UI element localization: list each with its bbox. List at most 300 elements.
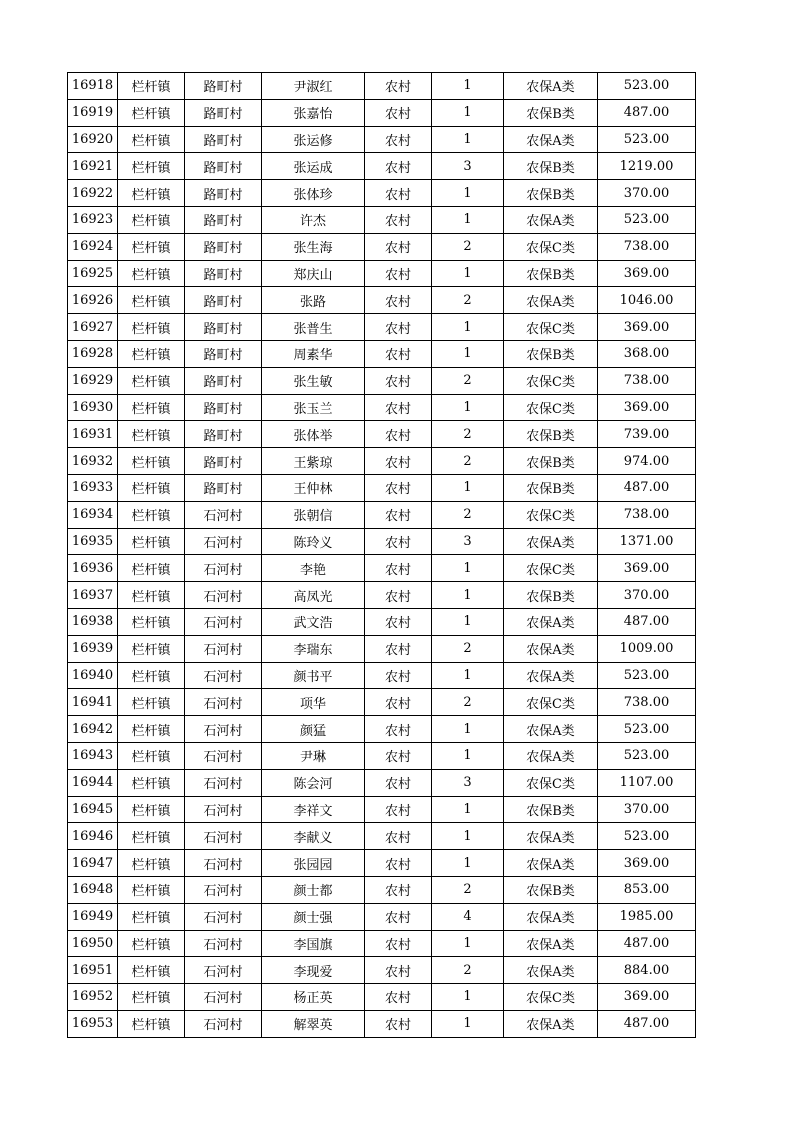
village-cell: 路町村	[185, 233, 262, 260]
town-cell: 栏杆镇	[118, 314, 185, 341]
village-cell: 石河村	[185, 555, 262, 582]
record-id-cell: 16926	[68, 287, 118, 314]
name-cell: 王仲林	[262, 474, 365, 501]
household-count-cell: 1	[432, 73, 504, 100]
household-count-cell: 2	[432, 421, 504, 448]
insurance-category-cell: 农保C类	[504, 367, 598, 394]
page-sheet	[67, 72, 696, 1038]
record-id-cell: 16948	[68, 876, 118, 903]
table-row	[68, 796, 696, 823]
household-count-cell: 1	[432, 555, 504, 582]
town-cell: 栏杆镇	[118, 850, 185, 877]
village-cell: 路町村	[185, 99, 262, 126]
town-cell: 栏杆镇	[118, 501, 185, 528]
record-id-cell: 16942	[68, 716, 118, 743]
name-cell: 解翠英	[262, 1010, 365, 1037]
area-type-cell: 农村	[365, 903, 432, 930]
town-cell: 栏杆镇	[118, 340, 185, 367]
amount-cell: 739.00	[598, 421, 696, 448]
area-type-cell: 农村	[365, 153, 432, 180]
table-row	[68, 367, 696, 394]
insurance-category-cell: 农保A类	[504, 635, 598, 662]
household-count-cell: 1	[432, 206, 504, 233]
insurance-category-cell: 农保B类	[504, 180, 598, 207]
record-id-cell: 16922	[68, 180, 118, 207]
town-cell: 栏杆镇	[118, 99, 185, 126]
household-count-cell: 1	[432, 984, 504, 1011]
table-row	[68, 930, 696, 957]
record-id-cell: 16938	[68, 608, 118, 635]
record-id-cell: 16941	[68, 689, 118, 716]
record-id-cell: 16930	[68, 394, 118, 421]
record-id-cell: 16947	[68, 850, 118, 877]
table-row	[68, 1010, 696, 1037]
insurance-category-cell: 农保C类	[504, 555, 598, 582]
town-cell: 栏杆镇	[118, 233, 185, 260]
household-count-cell: 1	[432, 340, 504, 367]
amount-cell: 369.00	[598, 984, 696, 1011]
amount-cell: 370.00	[598, 796, 696, 823]
record-id-cell: 16928	[68, 340, 118, 367]
insurance-category-cell: 农保C类	[504, 501, 598, 528]
amount-cell: 487.00	[598, 608, 696, 635]
name-cell: 尹淑红	[262, 73, 365, 100]
area-type-cell: 农村	[365, 930, 432, 957]
insurance-category-cell: 农保A类	[504, 742, 598, 769]
record-id-cell: 16924	[68, 233, 118, 260]
table-row	[68, 448, 696, 475]
table-row	[68, 903, 696, 930]
village-cell: 路町村	[185, 394, 262, 421]
amount-cell: 853.00	[598, 876, 696, 903]
amount-cell: 370.00	[598, 582, 696, 609]
table-row	[68, 850, 696, 877]
table-row	[68, 769, 696, 796]
household-count-cell: 1	[432, 474, 504, 501]
amount-cell: 487.00	[598, 930, 696, 957]
table-row	[68, 126, 696, 153]
amount-cell: 1009.00	[598, 635, 696, 662]
area-type-cell: 农村	[365, 582, 432, 609]
household-count-cell: 2	[432, 635, 504, 662]
record-id-cell: 16950	[68, 930, 118, 957]
amount-cell: 369.00	[598, 555, 696, 582]
name-cell: 陈会河	[262, 769, 365, 796]
name-cell: 陈玲义	[262, 528, 365, 555]
village-cell: 石河村	[185, 930, 262, 957]
village-cell: 石河村	[185, 501, 262, 528]
record-id-cell: 16939	[68, 635, 118, 662]
household-count-cell: 1	[432, 314, 504, 341]
record-id-cell: 16952	[68, 984, 118, 1011]
insurance-category-cell: 农保B类	[504, 448, 598, 475]
village-cell: 石河村	[185, 716, 262, 743]
table-row	[68, 662, 696, 689]
area-type-cell: 农村	[365, 448, 432, 475]
village-cell: 石河村	[185, 957, 262, 984]
insurance-category-cell: 农保C类	[504, 769, 598, 796]
household-count-cell: 1	[432, 1010, 504, 1037]
name-cell: 尹琳	[262, 742, 365, 769]
insurance-category-cell: 农保C类	[504, 314, 598, 341]
insurance-category-cell: 农保A类	[504, 957, 598, 984]
amount-cell: 523.00	[598, 206, 696, 233]
town-cell: 栏杆镇	[118, 474, 185, 501]
record-id-cell: 16946	[68, 823, 118, 850]
village-cell: 路町村	[185, 180, 262, 207]
data-table	[67, 72, 696, 1038]
village-cell: 石河村	[185, 528, 262, 555]
village-cell: 石河村	[185, 608, 262, 635]
record-id-cell: 16953	[68, 1010, 118, 1037]
household-count-cell: 1	[432, 662, 504, 689]
village-cell: 路町村	[185, 126, 262, 153]
name-cell: 高凤光	[262, 582, 365, 609]
area-type-cell: 农村	[365, 367, 432, 394]
table-row	[68, 421, 696, 448]
record-id-cell: 16936	[68, 555, 118, 582]
village-cell: 石河村	[185, 903, 262, 930]
town-cell: 栏杆镇	[118, 1010, 185, 1037]
area-type-cell: 农村	[365, 1010, 432, 1037]
table-body	[68, 73, 696, 1038]
area-type-cell: 农村	[365, 876, 432, 903]
area-type-cell: 农村	[365, 421, 432, 448]
household-count-cell: 2	[432, 501, 504, 528]
amount-cell: 368.00	[598, 340, 696, 367]
village-cell: 路町村	[185, 287, 262, 314]
town-cell: 栏杆镇	[118, 823, 185, 850]
village-cell: 路町村	[185, 448, 262, 475]
village-cell: 石河村	[185, 742, 262, 769]
amount-cell: 487.00	[598, 474, 696, 501]
area-type-cell: 农村	[365, 528, 432, 555]
amount-cell: 370.00	[598, 180, 696, 207]
area-type-cell: 农村	[365, 635, 432, 662]
household-count-cell: 2	[432, 876, 504, 903]
town-cell: 栏杆镇	[118, 635, 185, 662]
record-id-cell: 16920	[68, 126, 118, 153]
name-cell: 李艳	[262, 555, 365, 582]
town-cell: 栏杆镇	[118, 716, 185, 743]
area-type-cell: 农村	[365, 742, 432, 769]
insurance-category-cell: 农保B类	[504, 153, 598, 180]
record-id-cell: 16932	[68, 448, 118, 475]
name-cell: 张生海	[262, 233, 365, 260]
area-type-cell: 农村	[365, 180, 432, 207]
town-cell: 栏杆镇	[118, 555, 185, 582]
insurance-category-cell: 农保A类	[504, 206, 598, 233]
name-cell: 武文浩	[262, 608, 365, 635]
town-cell: 栏杆镇	[118, 528, 185, 555]
table-row	[68, 582, 696, 609]
amount-cell: 523.00	[598, 716, 696, 743]
name-cell: 颜士都	[262, 876, 365, 903]
household-count-cell: 1	[432, 796, 504, 823]
village-cell: 石河村	[185, 823, 262, 850]
name-cell: 张园园	[262, 850, 365, 877]
village-cell: 石河村	[185, 769, 262, 796]
town-cell: 栏杆镇	[118, 367, 185, 394]
amount-cell: 487.00	[598, 1010, 696, 1037]
household-count-cell: 1	[432, 716, 504, 743]
name-cell: 颜猛	[262, 716, 365, 743]
name-cell: 项华	[262, 689, 365, 716]
record-id-cell: 16923	[68, 206, 118, 233]
table-row	[68, 528, 696, 555]
record-id-cell: 16925	[68, 260, 118, 287]
insurance-category-cell: 农保A类	[504, 716, 598, 743]
insurance-category-cell: 农保A类	[504, 1010, 598, 1037]
area-type-cell: 农村	[365, 850, 432, 877]
table-row	[68, 73, 696, 100]
village-cell: 石河村	[185, 635, 262, 662]
town-cell: 栏杆镇	[118, 126, 185, 153]
town-cell: 栏杆镇	[118, 796, 185, 823]
area-type-cell: 农村	[365, 99, 432, 126]
record-id-cell: 16919	[68, 99, 118, 126]
table-row	[68, 394, 696, 421]
amount-cell: 1219.00	[598, 153, 696, 180]
table-row	[68, 314, 696, 341]
record-id-cell: 16949	[68, 903, 118, 930]
area-type-cell: 农村	[365, 73, 432, 100]
household-count-cell: 1	[432, 394, 504, 421]
record-id-cell: 16918	[68, 73, 118, 100]
amount-cell: 523.00	[598, 73, 696, 100]
village-cell: 路町村	[185, 206, 262, 233]
amount-cell: 738.00	[598, 689, 696, 716]
record-id-cell: 16935	[68, 528, 118, 555]
household-count-cell: 1	[432, 742, 504, 769]
town-cell: 栏杆镇	[118, 903, 185, 930]
town-cell: 栏杆镇	[118, 260, 185, 287]
name-cell: 颜书平	[262, 662, 365, 689]
town-cell: 栏杆镇	[118, 769, 185, 796]
insurance-category-cell: 农保A类	[504, 903, 598, 930]
area-type-cell: 农村	[365, 555, 432, 582]
name-cell: 李瑞东	[262, 635, 365, 662]
area-type-cell: 农村	[365, 716, 432, 743]
amount-cell: 369.00	[598, 850, 696, 877]
insurance-category-cell: 农保A类	[504, 528, 598, 555]
village-cell: 路町村	[185, 367, 262, 394]
town-cell: 栏杆镇	[118, 153, 185, 180]
insurance-category-cell: 农保C类	[504, 233, 598, 260]
area-type-cell: 农村	[365, 796, 432, 823]
record-id-cell: 16944	[68, 769, 118, 796]
record-id-cell: 16937	[68, 582, 118, 609]
village-cell: 石河村	[185, 984, 262, 1011]
area-type-cell: 农村	[365, 984, 432, 1011]
amount-cell: 974.00	[598, 448, 696, 475]
insurance-category-cell: 农保A类	[504, 73, 598, 100]
amount-cell: 523.00	[598, 823, 696, 850]
table-row	[68, 474, 696, 501]
area-type-cell: 农村	[365, 233, 432, 260]
household-count-cell: 1	[432, 582, 504, 609]
insurance-category-cell: 农保C类	[504, 984, 598, 1011]
table-row	[68, 608, 696, 635]
amount-cell: 1046.00	[598, 287, 696, 314]
record-id-cell: 16929	[68, 367, 118, 394]
record-id-cell: 16921	[68, 153, 118, 180]
household-count-cell: 3	[432, 528, 504, 555]
village-cell: 路町村	[185, 340, 262, 367]
village-cell: 石河村	[185, 876, 262, 903]
town-cell: 栏杆镇	[118, 421, 185, 448]
insurance-category-cell: 农保B类	[504, 796, 598, 823]
town-cell: 栏杆镇	[118, 73, 185, 100]
household-count-cell: 1	[432, 126, 504, 153]
insurance-category-cell: 农保B类	[504, 582, 598, 609]
household-count-cell: 1	[432, 930, 504, 957]
area-type-cell: 农村	[365, 287, 432, 314]
household-count-cell: 2	[432, 287, 504, 314]
household-count-cell: 1	[432, 260, 504, 287]
area-type-cell: 农村	[365, 126, 432, 153]
name-cell: 杨正英	[262, 984, 365, 1011]
insurance-category-cell: 农保C类	[504, 394, 598, 421]
amount-cell: 738.00	[598, 233, 696, 260]
village-cell: 路町村	[185, 314, 262, 341]
household-count-cell: 1	[432, 850, 504, 877]
insurance-category-cell: 农保A类	[504, 662, 598, 689]
village-cell: 路町村	[185, 260, 262, 287]
area-type-cell: 农村	[365, 608, 432, 635]
table-row	[68, 99, 696, 126]
table-row	[68, 555, 696, 582]
town-cell: 栏杆镇	[118, 608, 185, 635]
table-row	[68, 823, 696, 850]
name-cell: 李祥文	[262, 796, 365, 823]
area-type-cell: 农村	[365, 957, 432, 984]
table-row	[68, 206, 696, 233]
table-row	[68, 153, 696, 180]
area-type-cell: 农村	[365, 314, 432, 341]
table-row	[68, 984, 696, 1011]
insurance-category-cell: 农保A类	[504, 126, 598, 153]
insurance-category-cell: 农保A类	[504, 287, 598, 314]
insurance-category-cell: 农保B类	[504, 260, 598, 287]
area-type-cell: 农村	[365, 769, 432, 796]
town-cell: 栏杆镇	[118, 206, 185, 233]
household-count-cell: 2	[432, 233, 504, 260]
amount-cell: 369.00	[598, 260, 696, 287]
record-id-cell: 16945	[68, 796, 118, 823]
area-type-cell: 农村	[365, 823, 432, 850]
area-type-cell: 农村	[365, 474, 432, 501]
amount-cell: 523.00	[598, 742, 696, 769]
household-count-cell: 3	[432, 153, 504, 180]
insurance-category-cell: 农保B类	[504, 99, 598, 126]
town-cell: 栏杆镇	[118, 984, 185, 1011]
table-row	[68, 287, 696, 314]
table-row	[68, 689, 696, 716]
amount-cell: 523.00	[598, 126, 696, 153]
name-cell: 颜士强	[262, 903, 365, 930]
area-type-cell: 农村	[365, 340, 432, 367]
name-cell: 许杰	[262, 206, 365, 233]
amount-cell: 369.00	[598, 314, 696, 341]
village-cell: 石河村	[185, 1010, 262, 1037]
insurance-category-cell: 农保A类	[504, 930, 598, 957]
town-cell: 栏杆镇	[118, 287, 185, 314]
name-cell: 张体举	[262, 421, 365, 448]
name-cell: 张嘉怡	[262, 99, 365, 126]
record-id-cell: 16934	[68, 501, 118, 528]
amount-cell: 738.00	[598, 501, 696, 528]
town-cell: 栏杆镇	[118, 957, 185, 984]
name-cell: 张普生	[262, 314, 365, 341]
name-cell: 李献义	[262, 823, 365, 850]
household-count-cell: 1	[432, 608, 504, 635]
insurance-category-cell: 农保B类	[504, 421, 598, 448]
insurance-category-cell: 农保A类	[504, 850, 598, 877]
name-cell: 张运成	[262, 153, 365, 180]
town-cell: 栏杆镇	[118, 876, 185, 903]
insurance-category-cell: 农保B类	[504, 474, 598, 501]
village-cell: 路町村	[185, 474, 262, 501]
village-cell: 石河村	[185, 850, 262, 877]
village-cell: 石河村	[185, 662, 262, 689]
name-cell: 张玉兰	[262, 394, 365, 421]
amount-cell: 369.00	[598, 394, 696, 421]
name-cell: 李现爱	[262, 957, 365, 984]
town-cell: 栏杆镇	[118, 394, 185, 421]
village-cell: 石河村	[185, 582, 262, 609]
insurance-category-cell: 农保B类	[504, 340, 598, 367]
area-type-cell: 农村	[365, 260, 432, 287]
table-row	[68, 957, 696, 984]
household-count-cell: 2	[432, 689, 504, 716]
town-cell: 栏杆镇	[118, 180, 185, 207]
amount-cell: 1107.00	[598, 769, 696, 796]
area-type-cell: 农村	[365, 689, 432, 716]
town-cell: 栏杆镇	[118, 582, 185, 609]
household-count-cell: 1	[432, 99, 504, 126]
village-cell: 路町村	[185, 73, 262, 100]
household-count-cell: 2	[432, 367, 504, 394]
insurance-category-cell: 农保C类	[504, 689, 598, 716]
amount-cell: 738.00	[598, 367, 696, 394]
household-count-cell: 2	[432, 957, 504, 984]
record-id-cell: 16931	[68, 421, 118, 448]
town-cell: 栏杆镇	[118, 930, 185, 957]
table-row	[68, 716, 696, 743]
record-id-cell: 16951	[68, 957, 118, 984]
area-type-cell: 农村	[365, 501, 432, 528]
amount-cell: 523.00	[598, 662, 696, 689]
table-row	[68, 742, 696, 769]
village-cell: 石河村	[185, 796, 262, 823]
record-id-cell: 16927	[68, 314, 118, 341]
area-type-cell: 农村	[365, 394, 432, 421]
insurance-category-cell: 农保A类	[504, 608, 598, 635]
household-count-cell: 2	[432, 448, 504, 475]
village-cell: 路町村	[185, 421, 262, 448]
name-cell: 张路	[262, 287, 365, 314]
area-type-cell: 农村	[365, 662, 432, 689]
table-row	[68, 180, 696, 207]
record-id-cell: 16943	[68, 742, 118, 769]
town-cell: 栏杆镇	[118, 689, 185, 716]
table-row	[68, 501, 696, 528]
name-cell: 张运修	[262, 126, 365, 153]
amount-cell: 1371.00	[598, 528, 696, 555]
amount-cell: 884.00	[598, 957, 696, 984]
town-cell: 栏杆镇	[118, 448, 185, 475]
